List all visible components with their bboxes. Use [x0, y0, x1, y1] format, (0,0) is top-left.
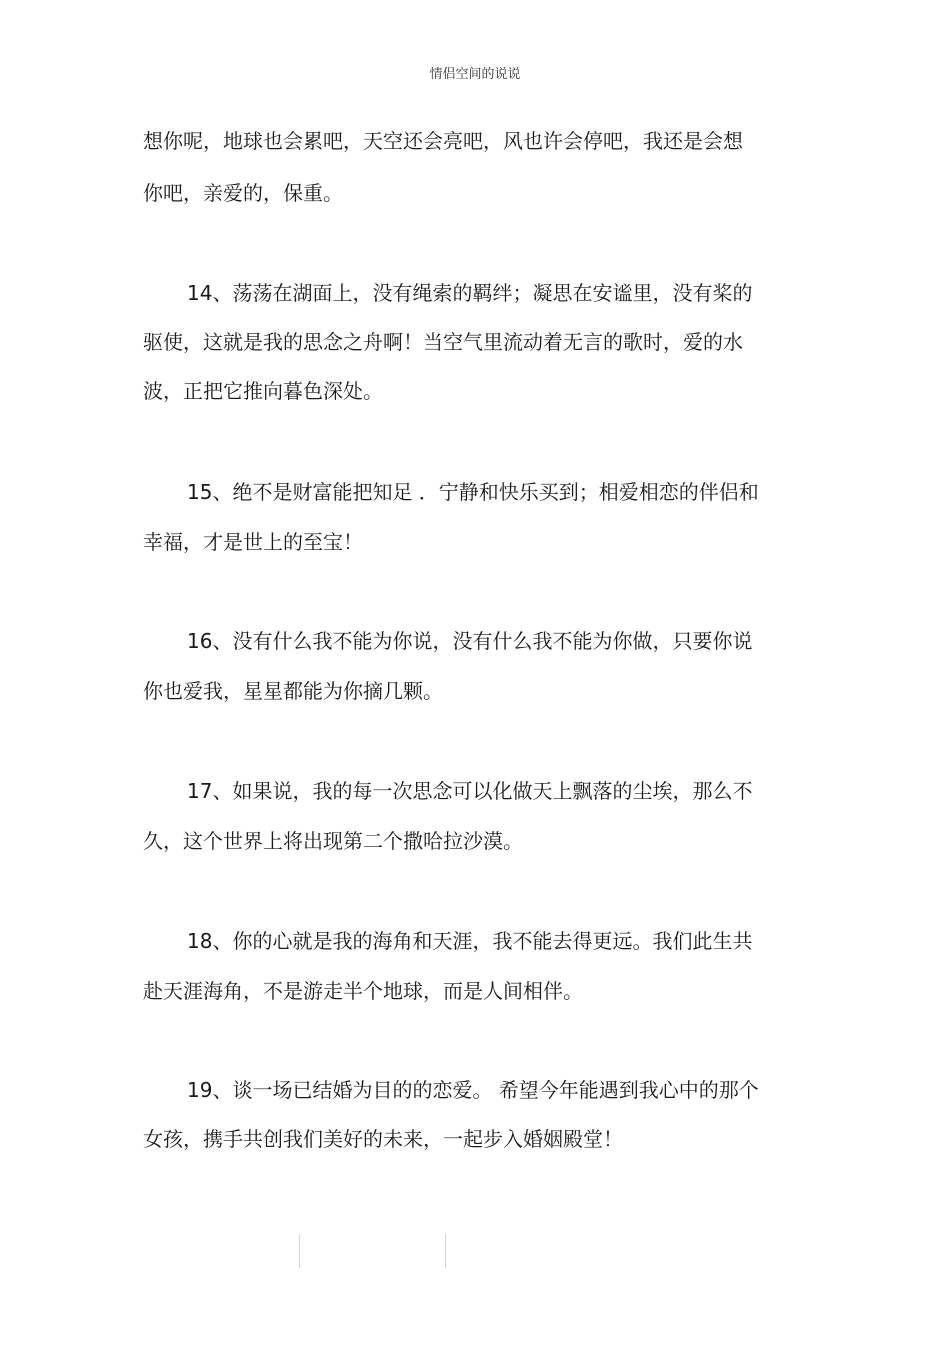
paragraph-line: 17、如果说，我的每一次思念可以化做天上飘落的尘埃，那么不 — [187, 779, 753, 803]
page-header-title: 情侣空间的说说 — [429, 67, 521, 82]
paragraph-line: 赴天涯海角，不是游走半个地球，而是人间相伴。 — [143, 979, 583, 1003]
paragraph-line: 想你呢，地球也会累吧，天空还会亮吧，风也许会停吧，我还是会想 — [143, 129, 743, 153]
paragraph-line: 久，这个世界上将出现第二个撒哈拉沙漠。 — [143, 829, 523, 853]
paragraph-line: 18、你的心就是我的海角和天涯，我不能去得更远。我们此生共 — [187, 929, 753, 953]
paragraph-line: 幸福，才是世上的至宝！ — [143, 530, 363, 554]
paragraph-line: 16、没有什么我不能为你说，没有什么我不能为你做，只要你说 — [187, 629, 753, 653]
paragraph-line: 女孩，携手共创我们美好的未来，一起步入婚姻殿堂！ — [143, 1127, 623, 1151]
paragraph-line: 波，正把它推向暮色深处。 — [143, 379, 383, 403]
paragraph-line: 15、绝不是财富能把知足 ．宁静和快乐买到；相爱相恋的伴侣和 — [187, 480, 759, 504]
paragraph-line: 14、荡荡在湖面上，没有绳索的羁绊；凝思在安谧里，没有桨的 — [187, 281, 753, 305]
footer-divider-left — [299, 1234, 300, 1268]
paragraph-line: 你也爱我，星星都能为你摘几颗。 — [143, 679, 443, 703]
paragraph-line: 你吧，亲爱的，保重。 — [143, 181, 343, 205]
paragraph-line: 驱使，这就是我的思念之舟啊！当空气里流动着无言的歌时，爱的水 — [143, 330, 743, 354]
paragraph-line: 19、谈一场已结婚为目的的恋爱。 希望今年能遇到我心中的那个 — [187, 1078, 759, 1102]
footer-divider-right — [445, 1234, 446, 1268]
